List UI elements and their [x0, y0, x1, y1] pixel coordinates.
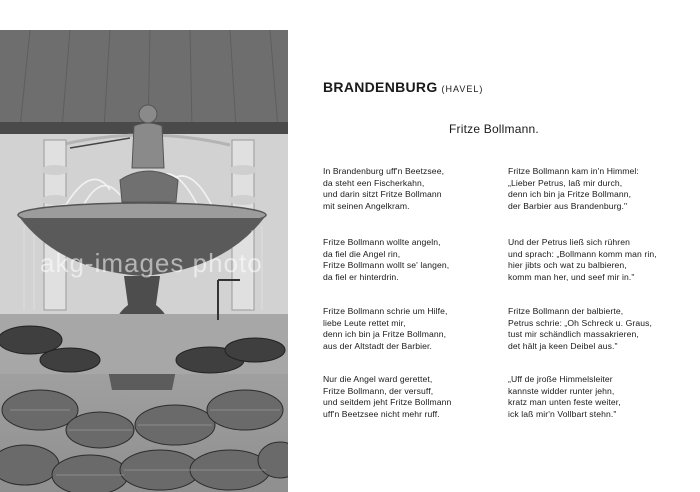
verse-line: „Uff de jroße Himmelsleiter: [508, 374, 613, 384]
verse-3: [323, 306, 513, 352]
poem-heading: Fritze Bollmann.: [449, 122, 539, 136]
verse-line: aus der Altstadt der Barbier.: [323, 340, 432, 351]
verse-line: In Brandenburg uff'n Beetzsee,: [323, 166, 445, 176]
verse-line: kannste widder runter jehn,: [508, 385, 615, 396]
verse-line: Fritze Bollmann schrie um Hilfe,: [323, 306, 448, 316]
verse-line: Petrus schrie: „Oh Schreck u. Graus,: [508, 317, 653, 328]
verse-line: tust mir schändlich massakrieren,: [508, 329, 639, 340]
verse-line: und darin sitzt Fritze Bollmann: [323, 189, 442, 200]
verse-line: denn ich bin ja Fritze Bollmann,: [508, 189, 632, 200]
verse-line: da fiel er hinterdrin.: [323, 271, 399, 282]
verse-line: der Barbier aus Brandenburg.": [508, 200, 628, 211]
verse-6: [508, 237, 698, 283]
verse-line: Und der Petrus ließ sich rühren: [508, 237, 631, 247]
verse-line: da steht een Fischerkahn,: [323, 177, 425, 188]
title-subtitle: (HAVEL): [441, 84, 484, 94]
verse-5: [508, 166, 698, 212]
verse-4: [323, 374, 513, 420]
verse-line: „Lieber Petrus, laß mir durch,: [508, 177, 623, 188]
verse-line: und sprach: „Bollmann komm man rin,: [508, 248, 657, 259]
verse-line: denn ich bin ja Fritze Bollmann,: [323, 329, 447, 340]
verse-line: Fritze Bollmann der balbierte,: [508, 306, 624, 316]
verse-7: [508, 306, 698, 352]
verse-line: kratz man unten feste weiter,: [508, 397, 621, 408]
verse-8: [508, 374, 698, 420]
fountain-photo: [0, 30, 288, 492]
verse-line: Fritze Bollmann wollt se' langen,: [323, 260, 450, 271]
verse-line: mit seinen Angelkram.: [323, 200, 410, 211]
verse-line: Fritze Bollmann wollte angeln,: [323, 237, 441, 247]
verse-line: uff'n Beetzsee nicht mehr ruff.: [323, 408, 440, 419]
verse-line: da fiel die Angel rin,: [323, 248, 401, 259]
verse-line: det hält ja keen Deibel aus.": [508, 340, 618, 351]
verse-line: und seitdem jeht Fritze Bollmann: [323, 397, 452, 408]
verse-line: hier jibts och wat zu balbieren,: [508, 260, 627, 271]
verse-line: Nur die Angel ward gerettet,: [323, 374, 433, 384]
verse-line: Fritze Bollmann kam in'n Himmel:: [508, 166, 639, 176]
verse-2: [323, 237, 513, 283]
title-text: BRANDENBURG: [323, 79, 438, 95]
verse-line: komm man her, und seef mir in.": [508, 271, 635, 282]
verse-1: [323, 166, 513, 212]
verse-line: liebe Leute rettet mir,: [323, 317, 406, 328]
verse-line: Fritze Bollmann, der versuff,: [323, 385, 434, 396]
verse-line: ick laß mir'n Vollbart stehn.": [508, 408, 617, 419]
watermark-text: akg-images photo: [40, 248, 263, 278]
page-title: [323, 79, 483, 95]
